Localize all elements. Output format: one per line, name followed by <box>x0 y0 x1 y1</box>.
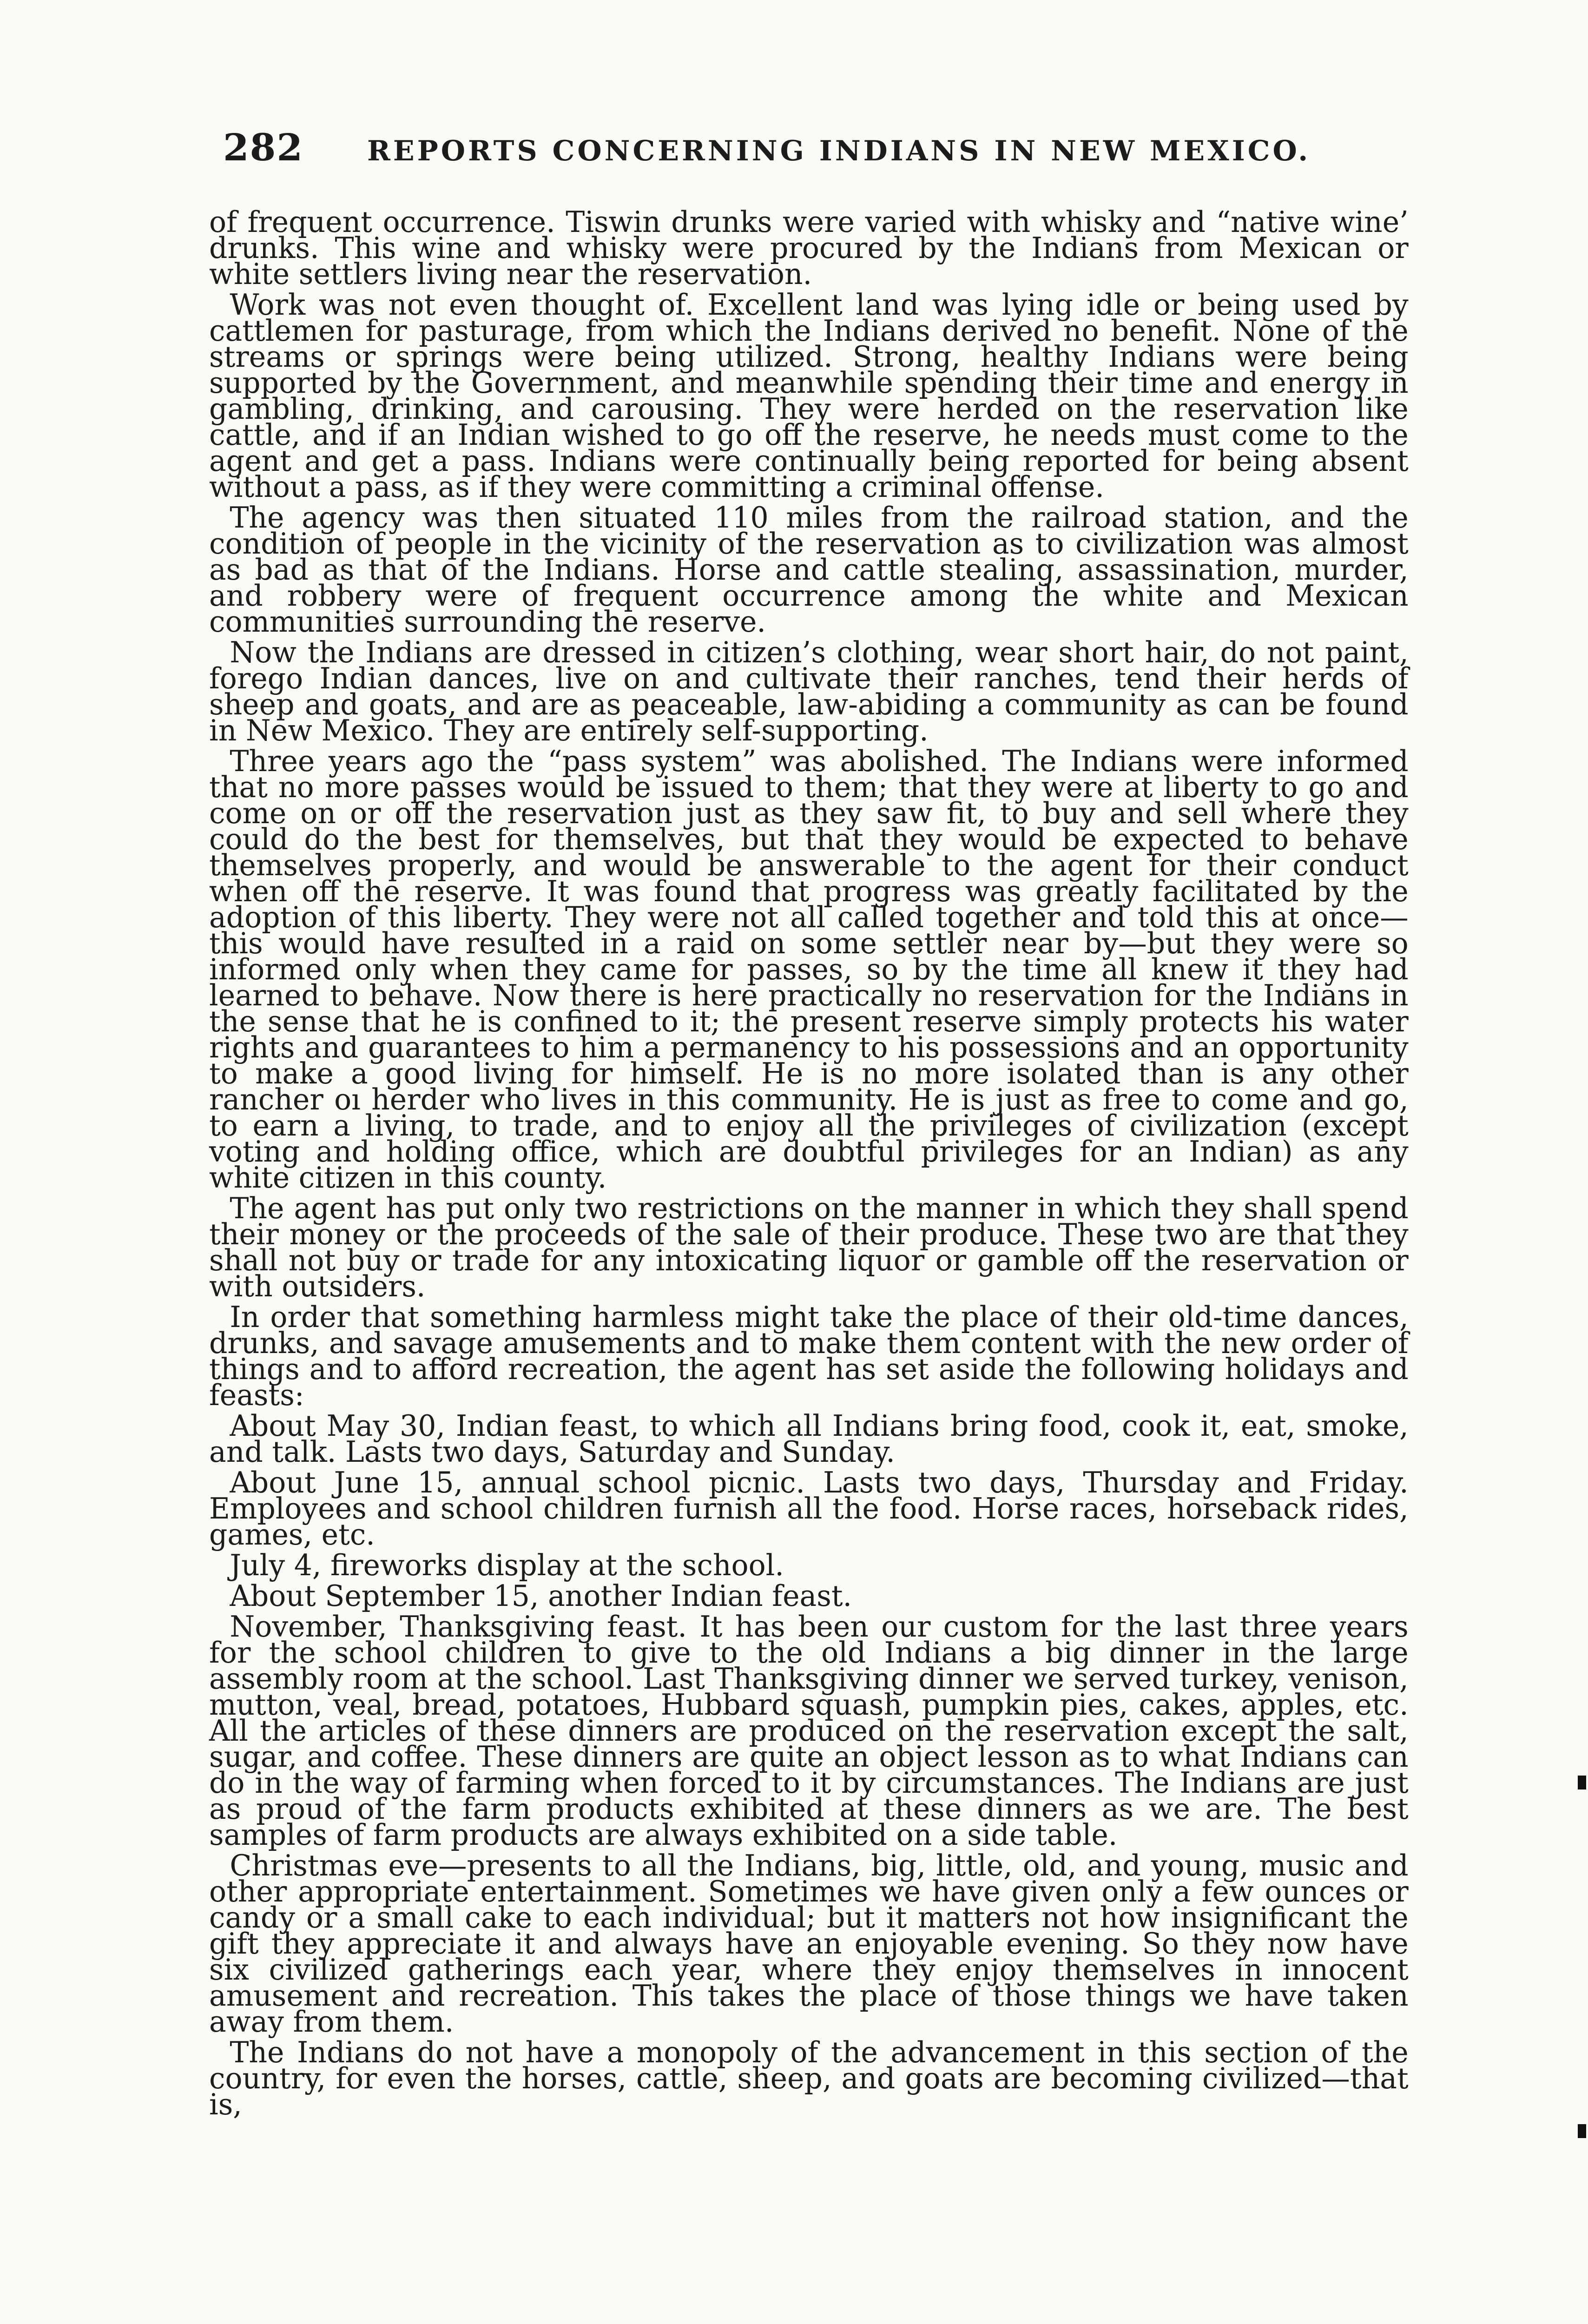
scan-mark <box>1578 2124 1586 2138</box>
paragraph: In order that something harmless might take the place of their old-time dances, drunks, and savage amusements and to make them content with the new order of things and to afford recreation, the agent has set aside the following holidays and feasts: <box>209 1300 1409 1412</box>
paragraph: The agency was then situated 110 miles from the railroad station, and the condition of people in the vicinity of the reservation as to civilization was almost as bad as that of the Indians. Horse and cattle stealing, assassination, murder, and robbery were of frequent occurrence among the white and Mexican communities surrounding the reserve. <box>209 501 1409 639</box>
paragraph: Christmas eve—presents to all the Indians, big, little, old, and young, music and other appropriate entertainment. Sometimes we have given only a few ounces or candy or a small cake to each individual; but it matters not how insignificant the gift they appreciate it and always have an enjoyable evening. So they now have six civilized gatherings each year, where they enjoy themselves in innocent amusement and recreation. This takes the place of those things we have taken away from them. <box>209 1849 1409 2039</box>
paragraph: Now the Indians are dressed in citizen’s clothing, wear short hair, do not paint, forego Indian dances, live on and cultivate their ranches, tend their herds of sheep and goats, and are as peaceable, law-abiding a community as can be found in New Mexico. They are entirely self-supporting. <box>209 635 1409 747</box>
page-header <box>223 125 1431 181</box>
paragraph: The agent has put only two restrictions on the manner in which they shall spend their money or the proceeds of the sale of their produce. These two are that they shall not buy or trade for any intoxicating liquor or gamble off the reservation or with outsiders. <box>209 1191 1409 1303</box>
running-head: REPORTS CONCERNING INDIANS IN NEW MEXICO. <box>367 135 1311 167</box>
body-text <box>209 205 1409 2122</box>
page-number: 282 <box>223 125 303 169</box>
paragraph: About June 15, annual school picnic. Lasts two days, Thursday and Friday. Employees and school children furnish all the food. Horse races, horseback rides, games, etc. <box>209 1466 1409 1552</box>
paragraph: About May 30, Indian feast, to which all Indians bring food, cook it, eat, smoke, and talk. Lasts two days, Saturday and Sunday. <box>209 1409 1409 1469</box>
paragraph: Work was not even thought of. Excellent land was lying idle or being used by cattlemen for pasturage, from which the Indians derived no benefit. None of the streams or springs were being utilized. Strong, healthy Indians were being supported by the Government, and meanwhile spending their time and energy in gambling, drinking, and carousing. They were herded on the reservation like cattle, and if an Indian wished to go off the reserve, he needs must come to the agent and get a pass. Indians were continually being reported for being absent without a pass, as if they were committing a criminal offense. <box>209 288 1409 504</box>
paragraph: The Indians do not have a monopoly of the advancement in this section of the country, for even the horses, cattle, sheep, and goats are becoming civilized—that is, <box>209 2035 1409 2121</box>
paragraph: July 4, fireworks display at the school. <box>230 1548 784 1582</box>
paragraph: November, Thanksgiving feast. It has been our custom for the last three years for the school children to give to the old Indians a big dinner in the large assembly room at the school. Last Thanksgiving dinner we served turkey, venison, mutton, veal, bread, potatoes, Hubbard squash, pumpkin pies, cakes, apples, etc. All the articles of these dinners are produced on the reservation except the salt, sugar, and coffee. These dinners are quite an object lesson as to what Indians can do in the way of farming when forced to it by circumstances. The Indians are just as proud of the farm products exhibited at these dinners as we are. The best samples of farm products are always exhibited on a side table. <box>209 1610 1409 1852</box>
paragraph: Three years ago the “pass system” was abolished. The Indians were informed that no more passes would be issued to them; that they were at liberty to go and come on or off the reservation just as they saw fit, to buy and sell where they could do the best for themselves, but that they would be expected to behave themselves properly, and would be answerable to the agent for their conduct when off the reserve. It was found that progress was greatly facilitated by the adoption of this liberty. They were not all called together and told this at once—this would have resulted in a raid on some settler near by—but they were so informed only when they came for passes, so by the time all knew it they had learned to behave. Now there is here practically no reservation for the Indians in the sense that he is confined to it; the present reserve simply protects his water rights and guarantees to him a permanency to his possessions and an opportunity to make a good living for himself. He is no more isolated than is any other rancher oı herder who lives in this community. He is just as free to come and go, to earn a living, to trade, and to enjoy all the privileges of civilization (except voting and holding office, which are doubtful privileges for an Indian) as any white citizen in this county. <box>209 744 1409 1195</box>
paragraph: About September 15, another Indian feast. <box>230 1579 852 1613</box>
paragraph: of frequent occurrence. Tiswin drunks were varied with whisky and “native wine’ drunks. This wine and whisky were procured by the Indians from Mexican or white settlers living near the reservation. <box>209 205 1409 291</box>
scan-mark <box>1578 1776 1586 1789</box>
